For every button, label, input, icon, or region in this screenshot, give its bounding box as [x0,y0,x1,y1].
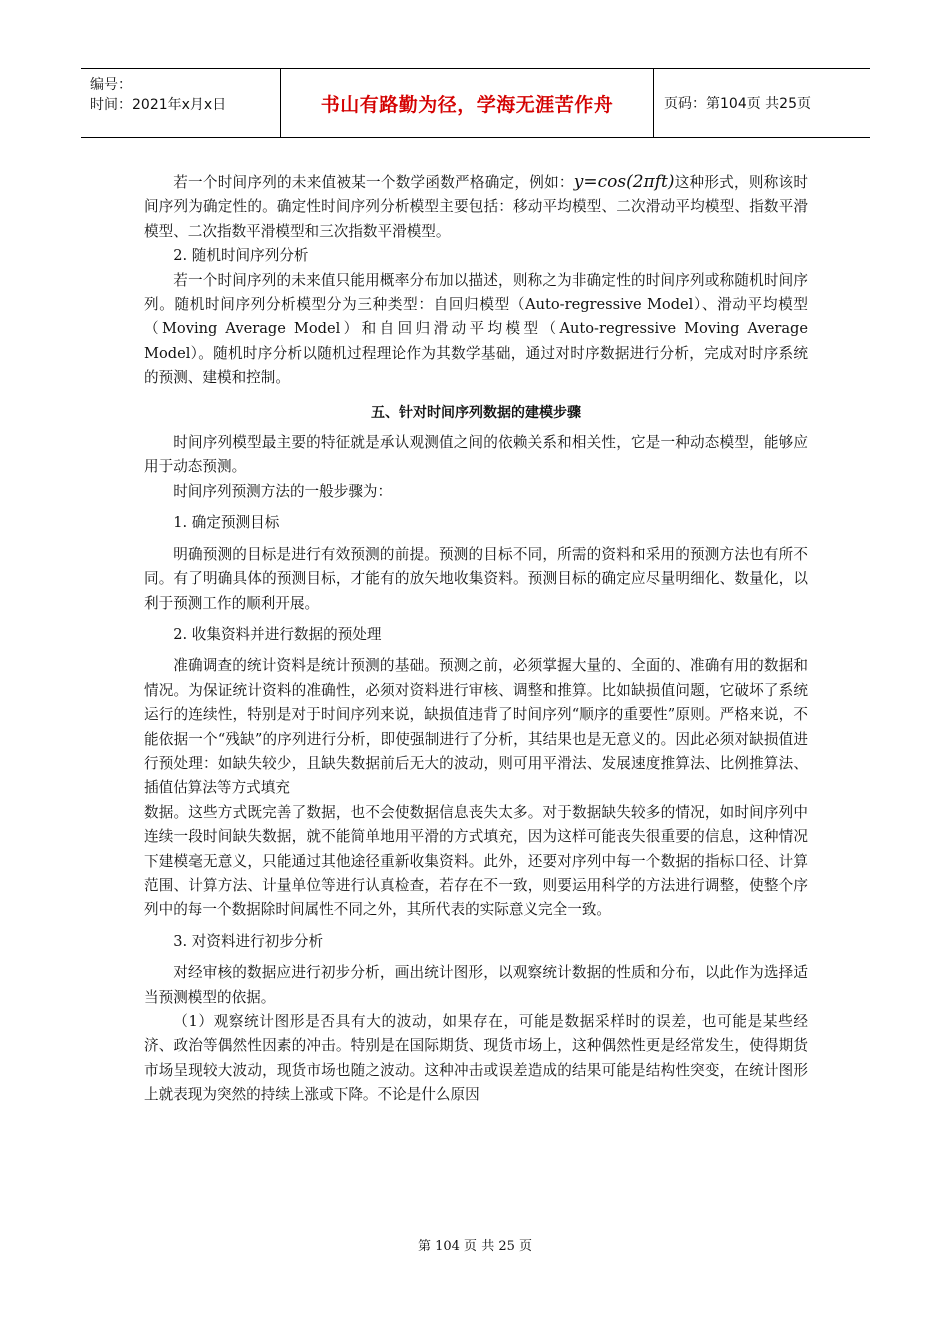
cosine-formula: y=cos(2πft) [573,172,675,192]
number-label: 编号： [90,77,132,93]
paragraph-model-feature: 时间序列模型最主要的特征就是承认观测值之间的依赖关系和相关性，它是一种动态模型，能够应用于动态预测。 [144,434,808,476]
paragraph-general-steps: 时间序列预测方法的一般步骤为： [173,482,393,500]
paragraph-step-1: 明确预测的目标是进行有效预测的前提。预测的目标不同，所需的资料和采用的预测方法也有所不同。有了明确具体的预测目标，才能有的放矢地收集资料。预测目标的确定应尽量明细化、数量化，以利于预测工作的顺利开展。 [144,545,808,612]
date-label: 时间：2021年x月x日 [90,97,227,113]
page-header [81,68,870,138]
header-page-info: 页码：第104页 共25页 [664,96,811,112]
heading-step-2: 2. 收集资料并进行数据的预处理 [173,625,382,643]
document-body [144,170,808,1108]
page-footer: 第 104 页 共 25 页 [417,1239,533,1254]
section-title: 五、针对时间序列数据的建模步骤 [371,404,581,421]
paragraph-step-3: 对经审核的数据应进行初步分析，画出统计图形，以观察统计数据的性质和分布，以此作为选择适当预测模型的依据。 [144,964,808,1006]
paragraph-deterministic [144,170,808,244]
paragraph-step-2b: 数据。这些方式既完善了数据，也不会使数据信息丧失太多。对于数据缺失较多的情况，如时间序列中连续一段时间缺失数据，就不能简单地用平滑的方式填充，因为这样可能丧失很重要的信息，这种情况下建模毫无意义，只能通过其他途径重新收集资料。此外，还要对序列中每一个数据的指标口径、计算范围、计算方法、计量单位等进行认真检查，若存在不一致，则要运用科学的方法进行调整，使整个序列中的每一个数据除时间属性不同之外，其所代表的实际意义完全一致。 [144,803,808,919]
p1-text-after: 这种形式，则称该时间序列为确定性的。确定性时间序列分析模型主要包括：移动平均模型、二次滑动平均模型、指数平滑模型、二次指数平滑模型和三次指数平滑模型。 [144,174,808,240]
heading-step-3: 3. 对资料进行初步分析 [173,932,324,950]
p1-text-before: 若一个时间序列的未来值被某一个数学函数严格确定，例如： [173,174,574,191]
header-left-cell [81,69,281,137]
header-motto: 书山有路勤为径，学海无涯苦作舟 [281,69,654,137]
paragraph-random-series: 若一个时间序列的未来值只能用概率分布加以描述，则称之为非确定性的时间序列或称随机时间序列。随机时间序列分析模型分为三种类型：自回归模型（Auto-regressive Model）、滑动平均模型（Moving Average Model）和自回归滑动平均模型（Auto-regressive Moving Average Model）。随机时序分析以随机过程理论作为其数学基础，通过对时序数据进行分析，完成对时序系统的预测、建模和控制。 [144,271,808,387]
heading-step-1: 1. 确定预测目标 [173,514,280,532]
paragraph-step-2a: 准确调查的统计资料是统计预测的基础。预测之前，必须掌握大量的、全面的、准确有用的数据和情况。为保证统计资料的准确性，必须对资料进行审核、调整和推算。比如缺损值问题，它破坏了系统运行的连续性，特别是对于时间序列来说，缺损值违背了时间序列“顺序的重要性”原则。严格来说，不能依据一个“残缺”的序列进行分析，即使强制进行了分析，其结果也是无意义的。因此必须对缺损值进行预处理：如缺失较少，且缺失数据前后无大的波动，则可用平滑法、发展速度推算法、比例推算法、插值估算法等方式填充 [144,657,808,797]
paragraph-step-3-item-1: （1）观察统计图形是否具有大的波动，如果存在，可能是数据采样时的误差，也可能是某些经济、政治等偶然性因素的冲击。特别是在国际期货、现货市场上，这种偶然性更是经常发生，使得期货市场呈现较大波动，现货市场也随之波动。这种冲击或误差造成的结果可能是结构性突变，在统计图形上就表现为突然的持续上涨或下降。不论是什么原因 [144,1013,808,1104]
heading-random-series: 2. 随机时间序列分析 [173,247,309,265]
